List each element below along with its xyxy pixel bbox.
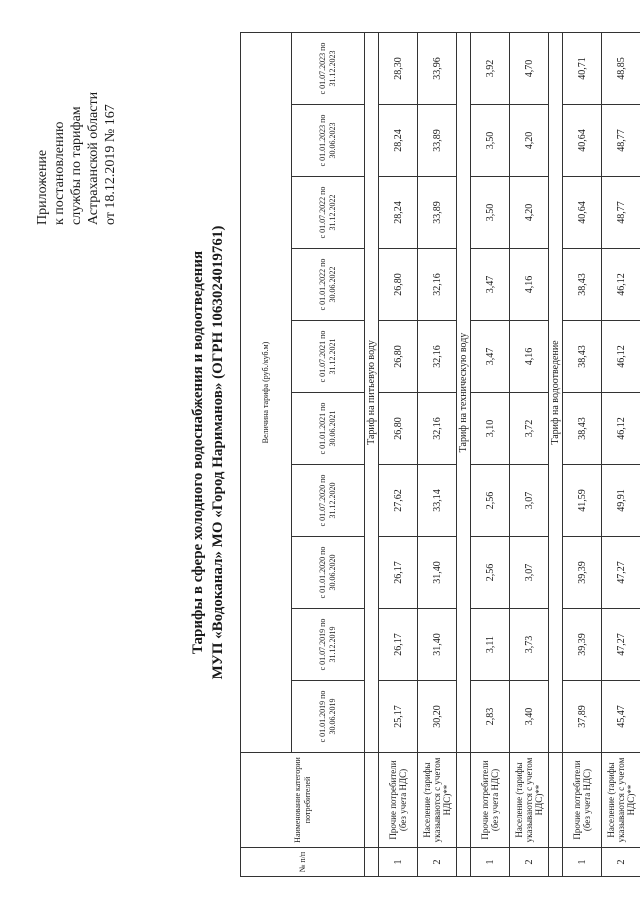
tariff-value: 2,56 [471, 465, 510, 537]
tariff-value: 3,07 [510, 465, 549, 537]
tariff-value: 46,12 [602, 393, 640, 465]
tariff-value: 3,47 [471, 321, 510, 393]
annex-line: Приложение [35, 149, 50, 225]
tariff-value: 28,24 [379, 105, 418, 177]
tariff-value: 27,62 [379, 465, 418, 537]
table-row [510, 33, 549, 877]
tariff-value: 4,70 [510, 33, 549, 105]
tariff-value: 4,20 [510, 177, 549, 249]
period-header: с 01.07.2022 по 31.12.2022 [292, 177, 365, 249]
header-num: № п/п [241, 848, 365, 877]
tariff-value: 4,16 [510, 321, 549, 393]
section-title: Тариф на техническую воду [457, 33, 471, 753]
tariff-value: 3,72 [510, 393, 549, 465]
header-value: Величина тарифа (руб./куб.м) [241, 33, 292, 753]
table-row [418, 33, 457, 877]
document-title: Тарифы в сфере холодного водоснабжения и водоотведения [190, 250, 206, 655]
annex-line: от 18.12.2019 № 167 [103, 104, 118, 225]
row-category: Население (тарифы указываются с учетом НДС)** [510, 753, 549, 848]
tariff-value: 32,16 [418, 393, 457, 465]
tariff-value: 28,24 [379, 177, 418, 249]
period-header: с 01.07.2021 по 31.12.2021 [292, 321, 365, 393]
row-category: Прочие потребители (без учета НДС) [563, 753, 602, 848]
row-num: 1 [379, 848, 418, 877]
tariff-value: 3,73 [510, 609, 549, 681]
tariff-value: 37,89 [563, 681, 602, 753]
row-num: 2 [510, 848, 549, 877]
tariff-value: 45,47 [602, 681, 640, 753]
tariff-value: 33,89 [418, 177, 457, 249]
tariff-value: 3,40 [510, 681, 549, 753]
tariff-value: 38,43 [563, 249, 602, 321]
tariff-value: 46,12 [602, 321, 640, 393]
tariff-value: 31,40 [418, 537, 457, 609]
tariff-value: 33,89 [418, 105, 457, 177]
tariff-value: 25,17 [379, 681, 418, 753]
section-spacer [457, 848, 471, 877]
tariff-value: 38,43 [563, 321, 602, 393]
tariff-table [240, 32, 640, 877]
section-spacer [549, 848, 563, 877]
tariff-value: 40,64 [563, 105, 602, 177]
period-header: с 01.07.2023 по 31.12.2023 [292, 33, 365, 105]
tariff-value: 3,47 [471, 249, 510, 321]
table-body [365, 33, 640, 877]
period-header: с 01.07.2020 по 31.12.2020 [292, 465, 365, 537]
section-title: Тариф на водоотведение [549, 33, 563, 753]
tariff-value: 48,77 [602, 105, 640, 177]
tariff-value: 3,50 [471, 105, 510, 177]
tariff-value: 47,27 [602, 537, 640, 609]
tariff-value: 28,30 [379, 33, 418, 105]
table-row [471, 33, 510, 877]
period-header: с 01.01.2020 по 30.06.2020 [292, 537, 365, 609]
period-header: с 01.01.2022 по 30.06.2022 [292, 249, 365, 321]
tariff-value: 39,39 [563, 609, 602, 681]
row-category: Прочие потребители (без учета НДС) [379, 753, 418, 848]
table-row [379, 33, 418, 877]
row-num: 1 [563, 848, 602, 877]
section-row [365, 33, 379, 877]
tariff-value: 2,56 [471, 537, 510, 609]
annex-line: службы по тарифам [69, 106, 84, 225]
period-header: с 01.01.2021 по 30.06.2021 [292, 393, 365, 465]
table-row [563, 33, 602, 877]
row-category: Население (тарифы указываются с учетом НДС)** [602, 753, 640, 848]
tariff-value: 3,10 [471, 393, 510, 465]
row-category: Население (тарифы указываются с учетом НДС)** [418, 753, 457, 848]
tariff-value: 3,50 [471, 177, 510, 249]
row-num: 2 [602, 848, 640, 877]
tariff-value: 40,71 [563, 33, 602, 105]
tariff-value: 26,80 [379, 393, 418, 465]
tariff-value: 39,39 [563, 537, 602, 609]
tariff-value: 4,20 [510, 105, 549, 177]
tariff-value: 48,77 [602, 177, 640, 249]
tariff-value: 48,85 [602, 33, 640, 105]
row-category: Прочие потребители (без учета НДС) [471, 753, 510, 848]
tariff-value: 33,96 [418, 33, 457, 105]
row-num: 1 [471, 848, 510, 877]
annex-note [34, 5, 119, 225]
table-row [602, 33, 640, 877]
tariff-value: 26,17 [379, 609, 418, 681]
tariff-value: 4,16 [510, 249, 549, 321]
period-header: с 01.01.2023 по 30.06.2023 [292, 105, 365, 177]
section-row [457, 33, 471, 877]
period-header: с 01.01.2019 по 30.06.2019 [292, 681, 365, 753]
tariff-value: 26,17 [379, 537, 418, 609]
tariff-value: 3,07 [510, 537, 549, 609]
tariff-value: 47,27 [602, 609, 640, 681]
tariff-value: 26,80 [379, 321, 418, 393]
section-spacer [365, 848, 379, 877]
tariff-value: 46,12 [602, 249, 640, 321]
tariff-value: 33,14 [418, 465, 457, 537]
period-header-row [292, 33, 365, 877]
section-title: Тариф на питьевую воду [365, 33, 379, 753]
section-spacer [365, 753, 379, 848]
table-header-row [241, 33, 292, 877]
tariff-value: 32,16 [418, 249, 457, 321]
section-spacer [549, 753, 563, 848]
annex-line: к постановлению [52, 121, 67, 225]
tariff-value: 38,43 [563, 393, 602, 465]
annex-line: Астраханской области [86, 91, 101, 225]
document-subtitle: МУП «Водоканал» МО «Город Нариманов» (ОГРН 1063024019761) [210, 225, 226, 680]
tariff-value: 3,92 [471, 33, 510, 105]
tariff-value: 41,59 [563, 465, 602, 537]
section-spacer [457, 753, 471, 848]
tariff-value: 3,11 [471, 609, 510, 681]
tariff-value: 31,40 [418, 609, 457, 681]
period-header: с 01.07.2019 по 31.12.2019 [292, 609, 365, 681]
tariff-value: 32,16 [418, 321, 457, 393]
tariff-value: 40,64 [563, 177, 602, 249]
section-row [549, 33, 563, 877]
tariff-value: 30,20 [418, 681, 457, 753]
header-name: Наименование категории потребителей [241, 753, 365, 848]
row-num: 2 [418, 848, 457, 877]
tariff-value: 26,80 [379, 249, 418, 321]
tariff-value: 49,91 [602, 465, 640, 537]
tariff-value: 2,83 [471, 681, 510, 753]
